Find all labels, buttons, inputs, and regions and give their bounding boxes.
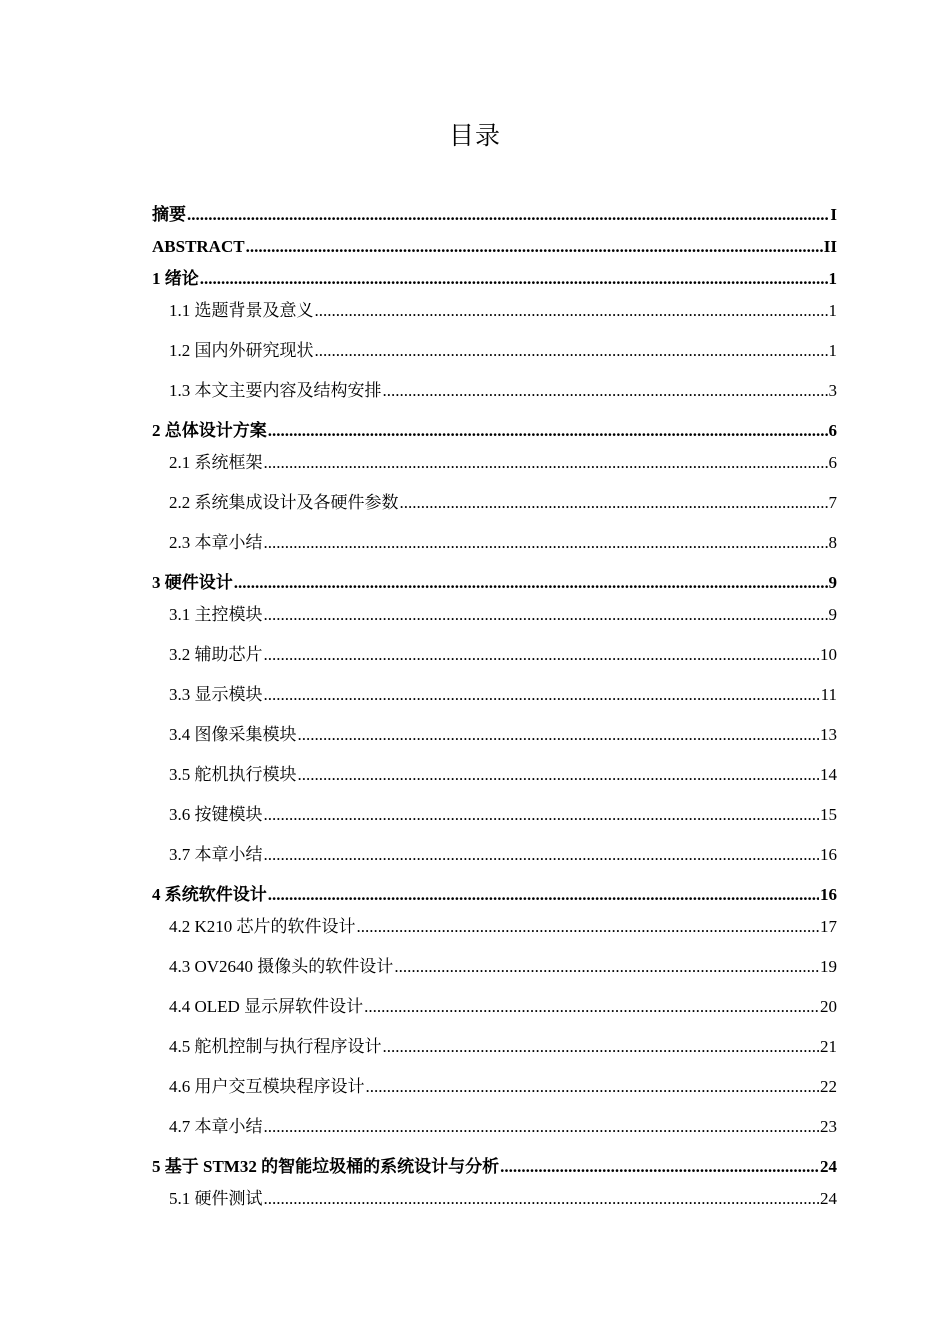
toc-section-entry[interactable] [169,451,837,475]
toc-entry-label: 5 基于 STM32 的智能垃圾桶的系统设计与分析 [152,1157,500,1176]
toc-entry-label: ABSTRACT [152,237,245,256]
toc-entry-page: 11 [820,685,837,704]
toc-entry-label: 3.6 按键模块 [169,805,263,824]
toc-dot-leader [187,203,829,227]
toc-entry-label: 4.6 用户交互模块程序设计 [169,1077,365,1096]
toc-entry-label: 2.2 系统集成设计及各硬件参数 [169,493,399,512]
toc-entry-page: 3 [828,381,837,400]
toc-entry-page: 1 [828,301,837,320]
toc-entry-page: 9 [828,605,837,624]
toc-dot-leader [264,683,820,707]
toc-dot-leader [315,339,828,363]
toc-entry-label: 4.5 舵机控制与执行程序设计 [169,1037,382,1056]
toc-section-entry[interactable] [169,683,837,707]
toc-entry-page: 22 [820,1077,837,1096]
toc-section-entry[interactable] [169,603,837,627]
toc-section-entry[interactable] [169,915,837,939]
toc-section-entry[interactable] [169,379,837,403]
toc-entry-label: 2 总体设计方案 [152,421,267,440]
toc-section-entry[interactable] [169,299,837,323]
toc-dot-leader [264,803,820,827]
toc-dot-leader [268,883,819,907]
toc-dot-leader [234,571,828,595]
toc-dot-leader [246,235,823,259]
toc-section-entry[interactable] [169,995,837,1019]
toc-entry-page: 10 [820,645,837,664]
toc-dot-leader [357,915,819,939]
toc-entry-page: 1 [828,269,837,288]
toc-entry-page: 24 [820,1157,837,1176]
toc-entry-label: 3 硬件设计 [152,573,233,592]
toc-section-entry[interactable] [169,1035,837,1059]
toc-entry-label: 3.1 主控模块 [169,605,263,624]
toc-chapter-entry[interactable] [152,267,837,291]
toc-entry-page: 23 [820,1117,837,1136]
toc-entry-label: 4.2 K210 芯片的软件设计 [169,917,356,936]
toc-entry-page: 13 [820,725,837,744]
toc-entry-label: 5.1 硬件测试 [169,1189,263,1208]
toc-dot-leader [264,531,828,555]
toc-entry-page: 6 [828,453,837,472]
toc-entry-label: 4.7 本章小结 [169,1117,263,1136]
toc-entry-page: 1 [828,341,837,360]
toc-entry-page: 14 [820,765,837,784]
toc-entry-label: 2.3 本章小结 [169,533,263,552]
toc-dot-leader [383,1035,820,1059]
toc-entry-label: 1.2 国内外研究现状 [169,341,314,360]
toc-section-entry[interactable] [169,531,837,555]
toc-entry-page: 8 [828,533,837,552]
toc-dot-leader [264,1115,820,1139]
toc-entry-label: 4 系统软件设计 [152,885,267,904]
toc-entry-label: 3.4 图像采集模块 [169,725,297,744]
toc-section-entry[interactable] [169,803,837,827]
toc-entry-label: 4.3 OV2640 摄像头的软件设计 [169,957,394,976]
toc-dot-leader [268,419,828,443]
toc-section-entry[interactable] [169,1075,837,1099]
toc-section-entry[interactable] [169,339,837,363]
toc-dot-leader [264,643,820,667]
toc-dot-leader [366,1075,820,1099]
toc-entry-label: 2.1 系统框架 [169,453,263,472]
toc-entry-page: 7 [828,493,837,512]
toc-entry-label: 1 绪论 [152,269,199,288]
page-title: 目录 [448,121,501,150]
toc-entry-page: 17 [820,917,837,936]
toc-chapter-entry[interactable] [152,883,837,907]
toc-entry-label: 3.3 显示模块 [169,685,263,704]
toc-section-entry[interactable] [169,763,837,787]
toc-section-entry[interactable] [169,723,837,747]
toc-entry-page: 16 [820,845,837,864]
toc-entry-label: 3.5 舵机执行模块 [169,765,297,784]
toc-entry-label: 3.2 辅助芯片 [169,645,263,664]
toc-dot-leader [264,603,828,627]
toc-entry-page: I [830,205,837,224]
toc-dot-leader [364,995,819,1019]
toc-entry-label: 1.1 选题背景及意义 [169,301,314,320]
toc-entry-page: 6 [828,421,837,440]
toc-dot-leader [500,1155,819,1179]
toc-section-entry[interactable] [169,843,837,867]
toc-entry-label: 3.7 本章小结 [169,845,263,864]
toc-entry-page: 24 [820,1189,837,1208]
toc-dot-leader [383,379,828,403]
toc-chapter-entry[interactable] [152,1155,837,1179]
toc-entry-page: 9 [828,573,837,592]
toc-entry-page: II [823,237,837,256]
toc-entry-page: 19 [820,957,837,976]
toc-dot-leader [315,299,828,323]
toc-section-entry[interactable] [169,955,837,979]
toc-entry-page: 21 [820,1037,837,1056]
toc-dot-leader [264,843,820,867]
toc-chapter-entry[interactable] [152,419,837,443]
toc-dot-leader [394,955,819,979]
toc-section-entry[interactable] [169,491,837,515]
toc-dot-leader [200,267,828,291]
toc-section-entry[interactable] [169,1115,837,1139]
toc-chapter-entry[interactable] [152,235,837,259]
toc-entry-page: 16 [820,885,837,904]
toc-section-entry[interactable] [169,643,837,667]
toc-dot-leader [264,1187,820,1211]
toc-dot-leader [264,451,828,475]
toc-entry-page: 15 [820,805,837,824]
toc-entry-label: 摘要 [152,205,186,224]
toc-dot-leader [298,723,820,747]
toc-dot-leader [298,763,820,787]
toc-chapter-entry[interactable] [152,203,837,227]
toc-chapter-entry[interactable] [152,571,837,595]
toc-section-entry[interactable] [169,1187,837,1211]
toc-dot-leader [400,491,828,515]
toc-entry-label: 4.4 OLED 显示屏软件设计 [169,997,364,1016]
toc-entry-label: 1.3 本文主要内容及结构安排 [169,381,382,400]
toc-entry-page: 20 [820,997,837,1016]
